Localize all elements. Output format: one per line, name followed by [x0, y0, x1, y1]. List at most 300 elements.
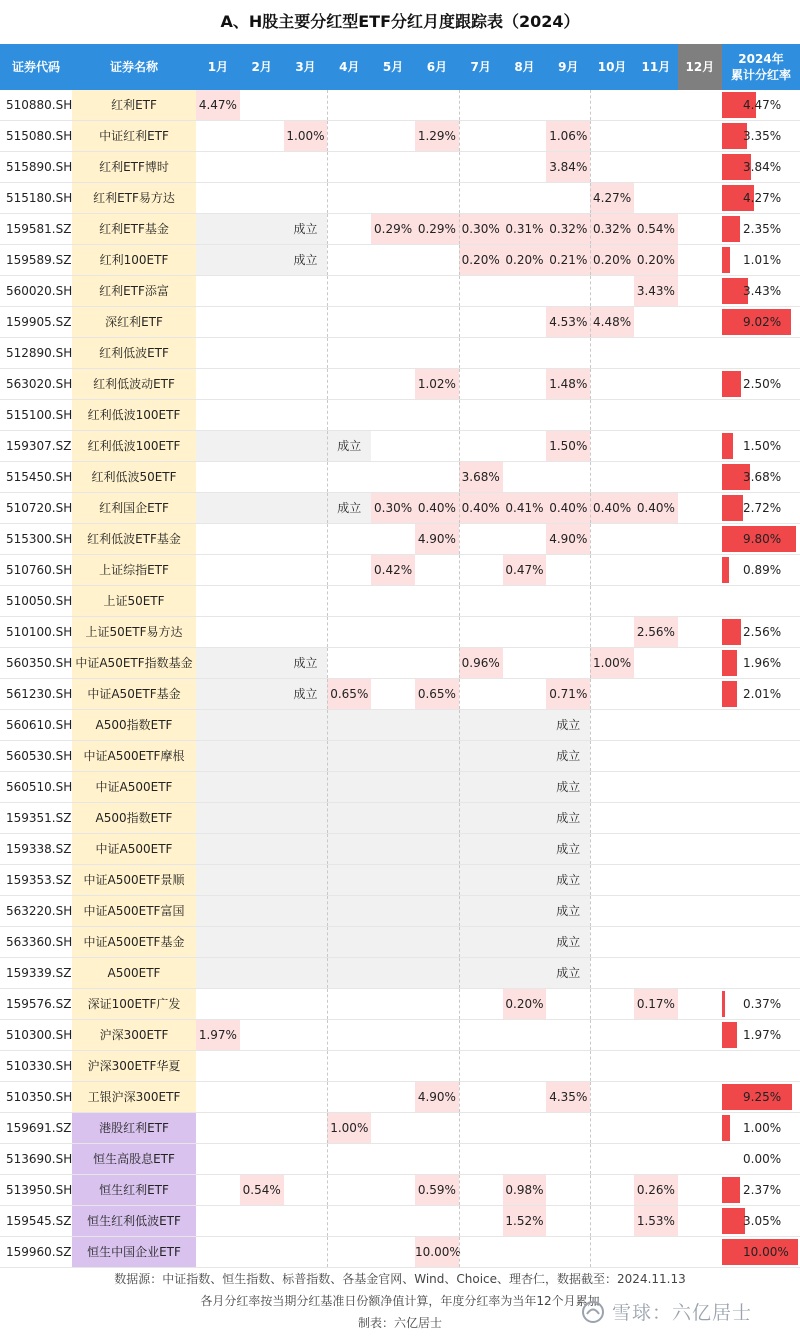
quarter-divider: [459, 90, 460, 120]
quarter-divider: [590, 927, 591, 957]
table-row[interactable]: [0, 803, 800, 834]
pending-period: [196, 803, 590, 833]
month-dividend-8: 0.47%: [503, 555, 547, 585]
cumulative-cell: [722, 1237, 800, 1267]
etf-code: 159545.SZ: [6, 1214, 72, 1228]
quarter-divider: [590, 431, 591, 461]
month-dividend-9: 4.90%: [546, 524, 590, 554]
etf-name: 中证A500ETF富国: [72, 896, 196, 926]
table-row[interactable]: [0, 1020, 800, 1051]
header-month-6[interactable]: 6月: [415, 44, 459, 90]
quarter-divider: [327, 1082, 328, 1112]
quarter-divider: [590, 338, 591, 368]
table-row[interactable]: [0, 617, 800, 648]
header-code[interactable]: 证券代码: [0, 44, 72, 90]
cumulative-bar: [722, 650, 737, 676]
quarter-divider: [327, 307, 328, 337]
quarter-divider: [327, 710, 328, 740]
header-month-4[interactable]: 4月: [327, 44, 371, 90]
pending-period: [196, 741, 590, 771]
cumulative-cell: [722, 524, 800, 554]
table-row[interactable]: [0, 338, 800, 369]
quarter-divider: [327, 1020, 328, 1050]
etf-name: 深证100ETF广发: [72, 989, 196, 1019]
quarter-divider: [327, 958, 328, 988]
cumulative-bar: [722, 371, 741, 397]
etf-name: 上证50ETF易方达: [72, 617, 196, 647]
header-month-2[interactable]: 2月: [240, 44, 284, 90]
quarter-divider: [327, 1175, 328, 1205]
cumulative-bar: [722, 495, 743, 521]
etf-code: 159960.SZ: [6, 1245, 72, 1259]
quarter-divider: [590, 741, 591, 771]
etf-name: 中证A50ETF基金: [72, 679, 196, 709]
cumulative-bar: [722, 433, 733, 459]
quarter-divider: [327, 989, 328, 1019]
cumulative-cell: [722, 927, 800, 957]
etf-name: 港股红利ETF: [72, 1113, 196, 1143]
etf-name: 红利ETF添富: [72, 276, 196, 306]
header-cum-line2: 累计分红率: [730, 68, 791, 82]
quarter-divider: [459, 431, 460, 461]
etf-code: 159353.SZ: [6, 873, 72, 887]
month-dividend-9: 0.71%: [546, 679, 590, 709]
pending-period: [196, 493, 371, 523]
etf-name: 恒生红利低波ETF: [72, 1206, 196, 1236]
month-dividend-11: 0.40%: [634, 493, 678, 523]
cumulative-cell: [722, 772, 800, 802]
cumulative-value: 2.01%: [743, 687, 782, 701]
month-dividend-10: 4.27%: [590, 183, 634, 213]
etf-name: 恒生高股息ETF: [72, 1144, 196, 1174]
pending-period: [196, 214, 327, 244]
quarter-divider: [590, 1206, 591, 1236]
cumulative-value: 2.37%: [743, 1183, 782, 1197]
month-dividend-10: 0.32%: [590, 214, 634, 244]
etf-code: 159691.SZ: [6, 1121, 72, 1135]
etf-code: 561230.SH: [6, 687, 73, 701]
quarter-divider: [327, 245, 328, 275]
month-dividend-10: 1.00%: [590, 648, 634, 678]
etf-code: 510330.SH: [6, 1059, 73, 1073]
quarter-divider: [590, 586, 591, 616]
cumulative-cell: [722, 741, 800, 771]
quarter-divider: [590, 400, 591, 430]
cumulative-cell: [722, 1175, 800, 1205]
quarter-divider: [459, 834, 460, 864]
quarter-divider: [590, 803, 591, 833]
month-dividend-9: 0.40%: [546, 493, 590, 523]
cumulative-cell: [722, 710, 800, 740]
month-dividend-11: 0.26%: [634, 1175, 678, 1205]
month-dividend-11: 3.43%: [634, 276, 678, 306]
etf-code: 510880.SH: [6, 98, 73, 112]
cumulative-value: 0.89%: [743, 563, 782, 577]
quarter-divider: [590, 679, 591, 709]
quarter-divider: [459, 338, 460, 368]
table-row[interactable]: [0, 679, 800, 710]
quarter-divider: [327, 1144, 328, 1174]
quarter-divider: [590, 1051, 591, 1081]
header-month-5[interactable]: 5月: [371, 44, 415, 90]
cumulative-cell: [722, 245, 800, 275]
established-label: 成立: [556, 842, 581, 856]
month-dividend-9: 3.84%: [546, 152, 590, 182]
cumulative-cell: [722, 896, 800, 926]
cumulative-value: 1.01%: [743, 253, 782, 267]
cumulative-value: 1.96%: [743, 656, 782, 670]
etf-code: 563020.SH: [6, 377, 73, 391]
month-dividend-10: 0.40%: [590, 493, 634, 523]
quarter-divider: [459, 865, 460, 895]
cumulative-cell: [722, 834, 800, 864]
quarter-divider: [590, 555, 591, 585]
etf-name: 红利低波动ETF: [72, 369, 196, 399]
table-row[interactable]: [0, 276, 800, 307]
quarter-divider: [590, 245, 591, 275]
etf-code: 510300.SH: [6, 1028, 73, 1042]
cumulative-cell: [722, 1113, 800, 1143]
month-dividend-7: 0.96%: [459, 648, 503, 678]
cumulative-cell: [722, 679, 800, 709]
month-dividend-6: 10.00%: [415, 1237, 459, 1267]
table-row[interactable]: [0, 1082, 800, 1113]
table-row[interactable]: [0, 245, 800, 276]
quarter-divider: [590, 152, 591, 182]
month-dividend-10: 4.48%: [590, 307, 634, 337]
quarter-divider: [590, 369, 591, 399]
table-row[interactable]: [0, 1206, 800, 1237]
month-dividend-1: 4.47%: [196, 90, 240, 120]
table-row[interactable]: [0, 400, 800, 431]
established-label: 成立: [556, 966, 581, 980]
quarter-divider: [590, 617, 591, 647]
month-dividend-9: 1.06%: [546, 121, 590, 151]
quarter-divider: [327, 1113, 328, 1143]
header-month-1[interactable]: 1月: [196, 44, 240, 90]
month-dividend-1: 1.97%: [196, 1020, 240, 1050]
quarter-divider: [590, 90, 591, 120]
month-dividend-7: 0.20%: [459, 245, 503, 275]
header-month-3[interactable]: 3月: [284, 44, 328, 90]
established-label: 成立: [556, 718, 581, 732]
table-row[interactable]: [0, 555, 800, 586]
established-label: 成立: [337, 501, 362, 515]
cumulative-bar: [722, 557, 729, 583]
cumulative-cell: [722, 338, 800, 368]
quarter-divider: [459, 772, 460, 802]
quarter-divider: [459, 121, 460, 151]
cumulative-cell: [722, 1144, 800, 1174]
cumulative-bar: [722, 681, 737, 707]
table-row[interactable]: [0, 462, 800, 493]
month-dividend-6: 0.29%: [415, 214, 459, 244]
month-dividend-8: 1.52%: [503, 1206, 547, 1236]
quarter-divider: [590, 1082, 591, 1112]
cumulative-cell: [722, 648, 800, 678]
etf-name: 红利低波50ETF: [72, 462, 196, 492]
table-row[interactable]: [0, 1051, 800, 1082]
table-row[interactable]: [0, 431, 800, 462]
cumulative-value: 3.68%: [743, 470, 782, 484]
quarter-divider: [590, 989, 591, 1019]
table-row[interactable]: [0, 121, 800, 152]
header-month-12[interactable]: 12月: [678, 44, 722, 90]
etf-name: 红利低波ETF基金: [72, 524, 196, 554]
cumulative-bar: [722, 1115, 730, 1141]
pending-period: [196, 927, 590, 957]
etf-name: A500指数ETF: [72, 803, 196, 833]
established-label: 成立: [556, 811, 581, 825]
table-row[interactable]: [0, 648, 800, 679]
table-row[interactable]: [0, 1113, 800, 1144]
month-dividend-6: 4.90%: [415, 1082, 459, 1112]
etf-name: 红利ETF: [72, 90, 196, 120]
table-row[interactable]: [0, 369, 800, 400]
etf-name: 深红利ETF: [72, 307, 196, 337]
etf-code: 510100.SH: [6, 625, 73, 639]
pending-period: [196, 710, 590, 740]
footer-author: 制表：六亿居士: [357, 1316, 442, 1330]
cumulative-cell: [722, 1082, 800, 1112]
month-dividend-9: 4.53%: [546, 307, 590, 337]
table-row[interactable]: [0, 834, 800, 865]
etf-name: 红利ETF易方达: [72, 183, 196, 213]
quarter-divider: [327, 865, 328, 895]
pending-period: [196, 772, 590, 802]
table-row[interactable]: [0, 1144, 800, 1175]
quarter-divider: [327, 555, 328, 585]
pending-period: [196, 865, 590, 895]
quarter-divider: [459, 369, 460, 399]
table-row[interactable]: [0, 152, 800, 183]
established-label: 成立: [293, 656, 318, 670]
table-row[interactable]: [0, 1175, 800, 1206]
quarter-divider: [327, 1051, 328, 1081]
pending-period: [196, 834, 590, 864]
header-name[interactable]: 证券名称: [72, 44, 196, 90]
established-label: 成立: [556, 780, 581, 794]
quarter-divider: [590, 307, 591, 337]
header-month-8[interactable]: 8月: [503, 44, 547, 90]
quarter-divider: [327, 400, 328, 430]
etf-code: 560530.SH: [6, 749, 73, 763]
quarter-divider: [327, 679, 328, 709]
etf-name: 沪深300ETF: [72, 1020, 196, 1050]
month-dividend-6: 0.65%: [415, 679, 459, 709]
table-row[interactable]: [0, 586, 800, 617]
table-row[interactable]: [0, 493, 800, 524]
quarter-divider: [327, 586, 328, 616]
etf-name: 恒生中国企业ETF: [72, 1237, 196, 1267]
quarter-divider: [327, 617, 328, 647]
cumulative-cell: [722, 803, 800, 833]
etf-code: 560020.SH: [6, 284, 73, 298]
table-row[interactable]: [0, 896, 800, 927]
month-dividend-6: 1.29%: [415, 121, 459, 151]
month-dividend-9: 1.48%: [546, 369, 590, 399]
quarter-divider: [459, 1206, 460, 1236]
quarter-divider: [459, 400, 460, 430]
established-label: 成立: [293, 687, 318, 701]
cumulative-cell: [722, 183, 800, 213]
month-dividend-5: 0.30%: [371, 493, 415, 523]
etf-name: 工银沪深300ETF: [72, 1082, 196, 1112]
pending-period: [196, 648, 327, 678]
etf-code: 515450.SH: [6, 470, 73, 484]
etf-name: 中证A500ETF景顺: [72, 865, 196, 895]
cumulative-cell: [722, 617, 800, 647]
month-dividend-11: 1.53%: [634, 1206, 678, 1236]
etf-code: 560610.SH: [6, 718, 73, 732]
etf-code: 510760.SH: [6, 563, 73, 577]
quarter-divider: [590, 896, 591, 926]
quarter-divider: [327, 121, 328, 151]
table-row[interactable]: [0, 710, 800, 741]
cumulative-cell: [722, 1051, 800, 1081]
established-label: 成立: [556, 935, 581, 949]
quarter-divider: [590, 462, 591, 492]
table-row[interactable]: [0, 772, 800, 803]
etf-name: 上证50ETF: [72, 586, 196, 616]
quarter-divider: [327, 152, 328, 182]
table-row[interactable]: [0, 183, 800, 214]
etf-code: 513950.SH: [6, 1183, 73, 1197]
table-header: [0, 44, 800, 90]
established-label: 成立: [556, 749, 581, 763]
quarter-divider: [327, 896, 328, 926]
etf-code: 513690.SH: [6, 1152, 73, 1166]
cumulative-cell: [722, 958, 800, 988]
etf-code: 159589.SZ: [6, 253, 72, 267]
watermark-text: 雪球：六亿居士: [612, 1302, 753, 1324]
cumulative-cell: [722, 989, 800, 1019]
header-month-7[interactable]: 7月: [459, 44, 503, 90]
quarter-divider: [459, 1051, 460, 1081]
quarter-divider: [590, 648, 591, 678]
cumulative-value: 9.02%: [743, 315, 782, 329]
table-row[interactable]: [0, 524, 800, 555]
quarter-divider: [327, 524, 328, 554]
etf-code: 159339.SZ: [6, 966, 72, 980]
cumulative-value: 3.84%: [743, 160, 782, 174]
table-row[interactable]: [0, 307, 800, 338]
quarter-divider: [459, 648, 460, 678]
quarter-divider: [590, 524, 591, 554]
quarter-divider: [459, 710, 460, 740]
header-month-9[interactable]: 9月: [546, 44, 590, 90]
etf-name: 红利低波100ETF: [72, 400, 196, 430]
quarter-divider: [459, 741, 460, 771]
pending-period: [196, 431, 371, 461]
etf-code: 159581.SZ: [6, 222, 72, 236]
quarter-divider: [459, 1082, 460, 1112]
quarter-divider: [459, 1020, 460, 1050]
table-row[interactable]: [0, 958, 800, 989]
header-month-11[interactable]: 11月: [634, 44, 678, 90]
etf-code: 512890.SH: [6, 346, 73, 360]
etf-name: 红利低波100ETF: [72, 431, 196, 461]
cumulative-cell: [722, 90, 800, 120]
quarter-divider: [459, 555, 460, 585]
month-dividend-2: 0.54%: [240, 1175, 284, 1205]
header-month-10[interactable]: 10月: [590, 44, 634, 90]
etf-code: 159905.SZ: [6, 315, 72, 329]
etf-code: 563360.SH: [6, 935, 73, 949]
table-row[interactable]: [0, 865, 800, 896]
quarter-divider: [459, 1113, 460, 1143]
quarter-divider: [459, 803, 460, 833]
quarter-divider: [459, 524, 460, 554]
quarter-divider: [327, 214, 328, 244]
cumulative-bar: [722, 247, 730, 273]
quarter-divider: [590, 865, 591, 895]
cumulative-bar: [722, 1022, 737, 1048]
table-row[interactable]: [0, 741, 800, 772]
header-cumulative[interactable]: [722, 44, 800, 90]
etf-name: A500指数ETF: [72, 710, 196, 740]
quarter-divider: [459, 1144, 460, 1174]
cumulative-cell: [722, 276, 800, 306]
cumulative-value: 1.00%: [743, 1121, 782, 1135]
table-row[interactable]: [0, 1237, 800, 1268]
quarter-divider: [459, 493, 460, 523]
quarter-divider: [327, 369, 328, 399]
table-row[interactable]: [0, 90, 800, 121]
month-dividend-8: 0.20%: [503, 989, 547, 1019]
established-label: 成立: [337, 439, 362, 453]
cumulative-value: 3.43%: [743, 284, 782, 298]
month-dividend-9: 4.35%: [546, 1082, 590, 1112]
etf-code: 515100.SH: [6, 408, 73, 422]
quarter-divider: [327, 803, 328, 833]
pending-period: [196, 679, 327, 709]
table-row[interactable]: [0, 214, 800, 245]
quarter-divider: [590, 121, 591, 151]
etf-code: 510350.SH: [6, 1090, 73, 1104]
table-row[interactable]: [0, 927, 800, 958]
cumulative-value: 4.27%: [743, 191, 782, 205]
cumulative-cell: [722, 214, 800, 244]
quarter-divider: [327, 1206, 328, 1236]
quarter-divider: [327, 927, 328, 957]
month-dividend-4: 1.00%: [327, 1113, 371, 1143]
etf-name: 上证综指ETF: [72, 555, 196, 585]
cumulative-cell: [722, 431, 800, 461]
cumulative-cell: [722, 1020, 800, 1050]
cumulative-value: 10.00%: [743, 1245, 789, 1259]
quarter-divider: [459, 276, 460, 306]
cumulative-cell: [722, 462, 800, 492]
established-label: 成立: [556, 904, 581, 918]
quarter-divider: [590, 214, 591, 244]
etf-code: 510720.SH: [6, 501, 73, 515]
month-dividend-10: 0.20%: [590, 245, 634, 275]
xueqiu-snowball-icon: [580, 1299, 606, 1325]
etf-name: 中证红利ETF: [72, 121, 196, 151]
quarter-divider: [459, 617, 460, 647]
quarter-divider: [459, 586, 460, 616]
quarter-divider: [327, 493, 328, 523]
table-row[interactable]: [0, 989, 800, 1020]
month-dividend-3: 1.00%: [284, 121, 328, 151]
etf-name: 中证A500ETF: [72, 834, 196, 864]
month-dividend-9: 0.32%: [546, 214, 590, 244]
cumulative-bar: [722, 619, 741, 645]
month-dividend-11: 0.17%: [634, 989, 678, 1019]
cumulative-value: 0.00%: [743, 1152, 782, 1166]
etf-name: A500ETF: [72, 958, 196, 988]
